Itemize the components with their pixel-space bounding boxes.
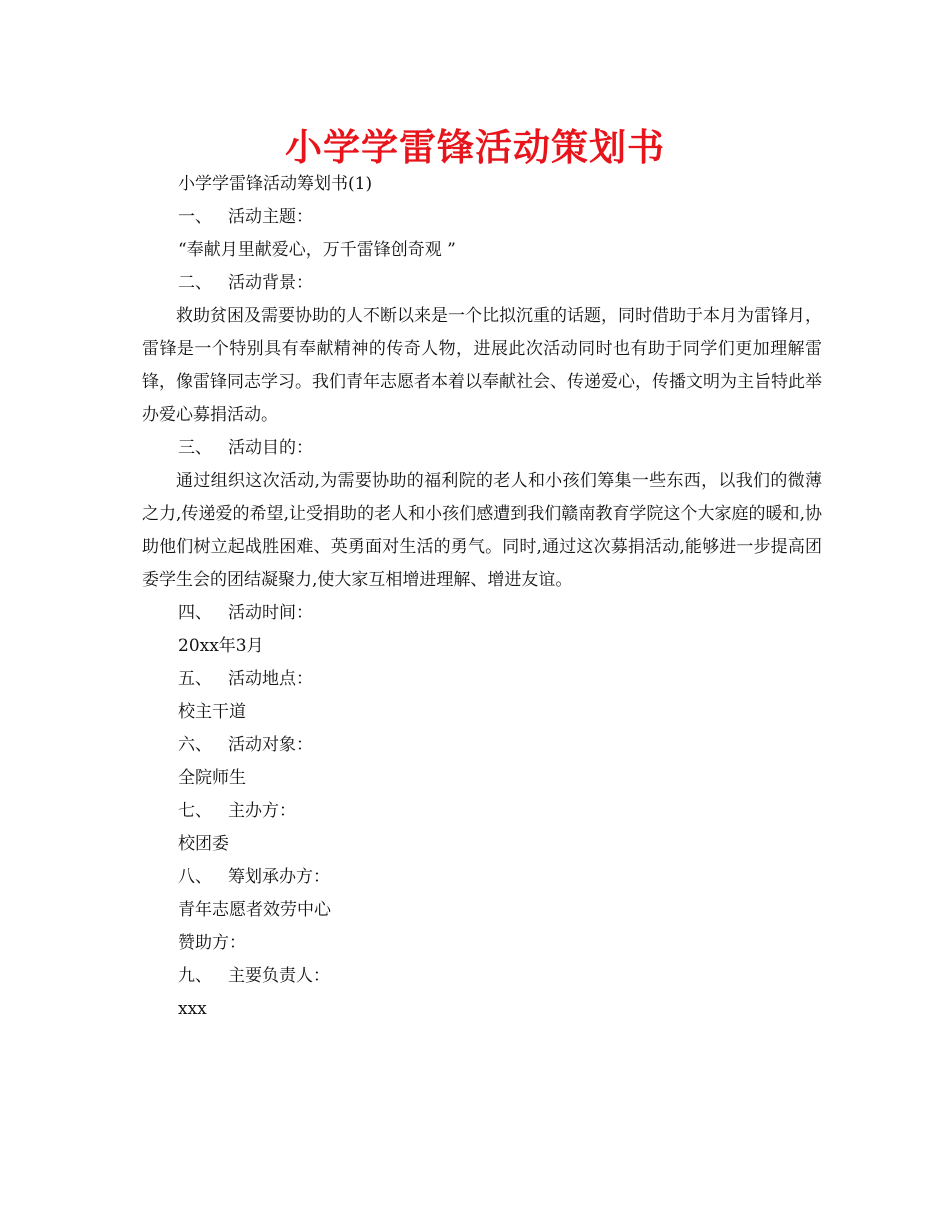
section-heading-theme: 一、 活动主题：	[178, 207, 313, 227]
section-heading-audience: 六、 活动对象：	[178, 735, 313, 755]
host-value: 校团委	[178, 834, 229, 854]
document-title: 小学学雷锋活动策划书	[285, 126, 665, 169]
section-heading-leader: 九、 主要负责人：	[178, 966, 330, 986]
background-paragraph: 救助贫困及需要协助的人不断以来是一个比拟沉重的话题，同时借助于本月为雷锋月，雷锋是一个特别具有奉献精神的传奇人物，进展此次活动同时也有助于同学们更加理解雷锋，像雷锋同志学习。我们青年志愿者本着以奉献社会、传递爱心，传播文明为主旨特此举办爱心募捐活动。	[142, 306, 822, 425]
section-heading-place: 五、 活动地点：	[178, 669, 313, 689]
section-heading-host: 七、 主办方：	[178, 801, 296, 821]
document-body	[142, 168, 822, 1026]
audience-value: 全院师生	[178, 768, 246, 788]
section-heading-time: 四、 活动时间：	[178, 603, 313, 623]
leader-value: xxx	[178, 999, 207, 1019]
organizer-value: 青年志愿者效劳中心	[178, 900, 331, 920]
theme-quote: “奉献月里献爱心，万千雷锋创奇观 ”	[178, 240, 456, 260]
sponsor-label: 赞助方：	[178, 933, 246, 953]
section-heading-background: 二、 活动背景：	[178, 273, 313, 293]
section-heading-purpose: 三、 活动目的：	[178, 438, 313, 458]
document-subtitle: 小学学雷锋活动筹划书(1)	[178, 174, 373, 194]
section-heading-organizer: 八、 筹划承办方：	[178, 867, 330, 887]
place-value: 校主干道	[178, 702, 246, 722]
time-value: 20xx年3月	[178, 636, 264, 656]
purpose-paragraph: 通过组织这次活动,为需要协助的福利院的老人和小孩们筹集一些东西，以我们的微薄之力,传递爱的希望,让受捐助的老人和小孩们感遭到我们赣南教育学院这个大家庭的暖和,协助他们树立起战胜困难、英勇面对生活的勇气。同时,通过这次募捐活动,能够进一步提高团委学生会的团结凝聚力,使大家互相增进理解、增进友谊。	[142, 471, 822, 590]
